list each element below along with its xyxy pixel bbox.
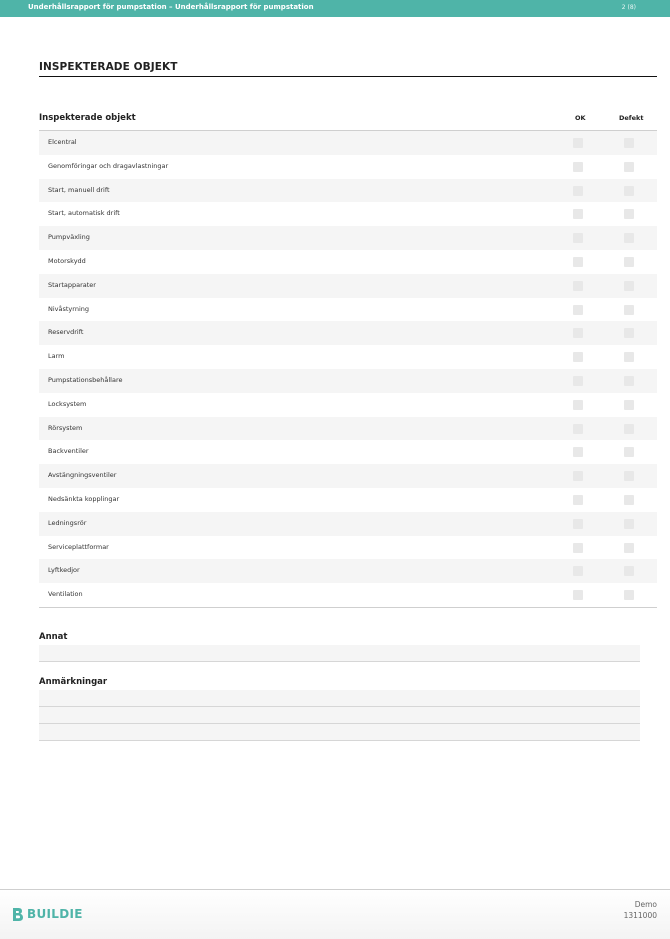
column-header-item: Inspekterade objekt bbox=[39, 113, 136, 123]
row-label: Avstängningsventiler bbox=[48, 471, 117, 480]
table-row bbox=[39, 369, 657, 393]
defect-checkbox[interactable] bbox=[624, 209, 634, 219]
remarks-line[interactable] bbox=[39, 724, 640, 741]
inspection-table-header bbox=[39, 110, 657, 131]
ok-checkbox[interactable] bbox=[573, 495, 583, 505]
ok-checkbox[interactable] bbox=[573, 400, 583, 410]
table-row bbox=[39, 464, 657, 488]
table-row bbox=[39, 345, 657, 369]
buildie-logo bbox=[12, 906, 83, 922]
footer-number: 1311000 bbox=[623, 911, 657, 920]
table-row bbox=[39, 559, 657, 583]
row-label: Lyftkedjor bbox=[48, 566, 80, 575]
table-row bbox=[39, 512, 657, 536]
row-label: Ledningsrör bbox=[48, 518, 87, 527]
defect-checkbox[interactable] bbox=[624, 424, 634, 434]
page-number: 2 (8) bbox=[621, 4, 636, 11]
row-label: Genomföringar och dragavlastningar bbox=[48, 161, 169, 170]
ok-checkbox[interactable] bbox=[573, 162, 583, 172]
row-label: Rörsystem bbox=[48, 423, 83, 432]
ok-checkbox[interactable] bbox=[573, 543, 583, 553]
column-header-ok: OK bbox=[575, 114, 586, 122]
defect-checkbox[interactable] bbox=[624, 281, 634, 291]
row-label: Pumpstationsbehållare bbox=[48, 375, 123, 384]
table-row bbox=[39, 179, 657, 203]
row-label: Motorskydd bbox=[48, 256, 86, 265]
footer bbox=[0, 890, 670, 939]
remarks-line[interactable] bbox=[39, 690, 640, 707]
defect-checkbox[interactable] bbox=[624, 400, 634, 410]
other-field[interactable] bbox=[39, 645, 640, 662]
row-label: Pumpväxling bbox=[48, 233, 90, 242]
row-label: Start, manuell drift bbox=[48, 185, 110, 194]
defect-checkbox[interactable] bbox=[624, 447, 634, 457]
row-label: Serviceplattformar bbox=[48, 542, 109, 551]
inspection-table-body bbox=[39, 131, 657, 607]
section-divider bbox=[39, 76, 657, 77]
remarks-label: Anmärkningar bbox=[39, 677, 108, 687]
ok-checkbox[interactable] bbox=[573, 281, 583, 291]
table-row bbox=[39, 321, 657, 345]
row-label: Larm bbox=[48, 352, 65, 361]
ok-checkbox[interactable] bbox=[573, 566, 583, 576]
defect-checkbox[interactable] bbox=[624, 305, 634, 315]
ok-checkbox[interactable] bbox=[573, 590, 583, 600]
table-row bbox=[39, 440, 657, 464]
table-row bbox=[39, 274, 657, 298]
table-row bbox=[39, 583, 657, 607]
ok-checkbox[interactable] bbox=[573, 186, 583, 196]
defect-checkbox[interactable] bbox=[624, 495, 634, 505]
row-label: Backventiler bbox=[48, 447, 89, 456]
row-label: Locksystem bbox=[48, 399, 87, 408]
table-row bbox=[39, 298, 657, 322]
table-row bbox=[39, 417, 657, 441]
defect-checkbox[interactable] bbox=[624, 590, 634, 600]
table-bottom-divider bbox=[39, 607, 657, 608]
row-label: Elcentral bbox=[48, 138, 77, 146]
remarks-line[interactable] bbox=[39, 707, 640, 724]
ok-checkbox[interactable] bbox=[573, 328, 583, 338]
defect-checkbox[interactable] bbox=[624, 138, 634, 148]
table-row bbox=[39, 202, 657, 226]
ok-checkbox[interactable] bbox=[573, 233, 583, 243]
ok-checkbox[interactable] bbox=[573, 209, 583, 219]
ok-checkbox[interactable] bbox=[573, 257, 583, 267]
table-row bbox=[39, 488, 657, 512]
row-label: Startapparater bbox=[48, 280, 96, 289]
defect-checkbox[interactable] bbox=[624, 519, 634, 529]
defect-checkbox[interactable] bbox=[624, 257, 634, 267]
defect-checkbox[interactable] bbox=[624, 376, 634, 386]
defect-checkbox[interactable] bbox=[624, 328, 634, 338]
ok-checkbox[interactable] bbox=[573, 471, 583, 481]
defect-checkbox[interactable] bbox=[624, 162, 634, 172]
section-title: INSPEKTERADE OBJEKT bbox=[39, 61, 178, 73]
row-label: Start, automatisk drift bbox=[48, 209, 120, 218]
defect-checkbox[interactable] bbox=[624, 233, 634, 243]
table-row bbox=[39, 536, 657, 560]
ok-checkbox[interactable] bbox=[573, 519, 583, 529]
defect-checkbox[interactable] bbox=[624, 186, 634, 196]
column-header-defect: Defekt bbox=[619, 114, 644, 122]
footer-company: Demo bbox=[634, 900, 657, 909]
defect-checkbox[interactable] bbox=[624, 566, 634, 576]
ok-checkbox[interactable] bbox=[573, 305, 583, 315]
document-header-bar bbox=[0, 0, 670, 17]
ok-checkbox[interactable] bbox=[573, 447, 583, 457]
defect-checkbox[interactable] bbox=[624, 543, 634, 553]
table-row bbox=[39, 250, 657, 274]
document-title: Underhållsrapport för pumpstation – Underhållsrapport för pumpstation bbox=[28, 3, 314, 11]
table-row bbox=[39, 131, 657, 155]
defect-checkbox[interactable] bbox=[624, 471, 634, 481]
row-label: Reservdrift bbox=[48, 328, 84, 337]
buildie-logo-text: BUILDIE bbox=[27, 907, 83, 921]
table-row bbox=[39, 393, 657, 417]
ok-checkbox[interactable] bbox=[573, 424, 583, 434]
buildie-logo-icon bbox=[12, 907, 24, 922]
ok-checkbox[interactable] bbox=[573, 352, 583, 362]
row-label: Nedsänkta kopplingar bbox=[48, 494, 120, 503]
ok-checkbox[interactable] bbox=[573, 138, 583, 148]
row-label: Ventilation bbox=[48, 590, 83, 599]
table-row bbox=[39, 155, 657, 179]
table-row bbox=[39, 226, 657, 250]
row-label: Nivåstyrning bbox=[48, 304, 90, 313]
defect-checkbox[interactable] bbox=[624, 352, 634, 362]
ok-checkbox[interactable] bbox=[573, 376, 583, 386]
other-label: Annat bbox=[39, 632, 68, 642]
